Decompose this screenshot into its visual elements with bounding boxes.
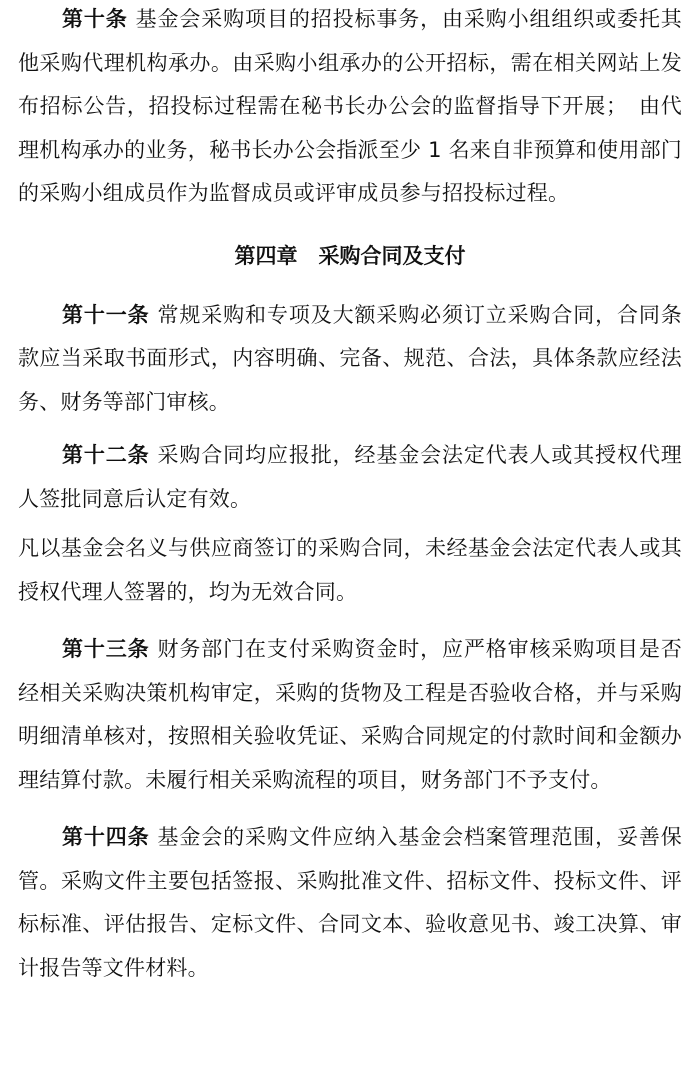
article-13-paragraph — [18, 628, 682, 802]
chapter-4-heading: 第四章 采购合同及支付 — [234, 243, 466, 268]
article-12-supplement-paragraph: 凡以基金会名义与供应商签订的采购合同，未经基金会法定代表人或其授权代理人签署的，均为无效合同。 — [18, 536, 682, 604]
article-10-text: 基金会采购项目的招投标事务，由采购小组组织或委托其他采购代理机构承办。由采购小组承办的公开招标，需在相关网站上发布招标公告，招投标过程需在秘书长办公会的监督指导下开展； 由代理机构承办的业务，秘书长办公会指派至少 1 名来自非预算和使用部门的采购小组成员作为监督成员或评审成员参与招投标过程。 — [18, 7, 683, 205]
article-10-paragraph — [18, 0, 682, 216]
article-13-number: 第十三条 — [62, 637, 150, 661]
article-12-text: 采购合同均应报批，经基金会法定代表人或其授权代理人签批同意后认定有效。 — [18, 443, 682, 511]
article-10-number: 第十条 — [62, 7, 128, 31]
article-11-paragraph — [18, 294, 682, 425]
article-11-number: 第十一条 — [62, 302, 150, 327]
article-14-number: 第十四条 — [62, 825, 150, 849]
article-14-paragraph — [18, 816, 682, 990]
article-13-text: 财务部门在支付采购资金时，应严格审核采购项目是否经相关采购决策机构审定，采购的货物及工程是否验收合格，并与采购明细清单核对，按照相关验收凭证、采购合同规定的付款时间和金额办理结算付款。未履行相关采购流程的项目，财务部门不予支付。 — [18, 637, 682, 792]
article-12-paragraph — [18, 434, 682, 521]
article-14-text: 基金会的采购文件应纳入基金会档案管理范围，妥善保管。采购文件主要包括签报、采购批准文件、招标文件、投标文件、评标标准、评估报告、定标文件、合同文本、验收意见书、竣工决算、审计报告等文件材料。 — [18, 825, 682, 980]
article-12-number: 第十二条 — [62, 443, 150, 467]
article-11-text: 常规采购和专项及大额采购必须订立采购合同，合同条款应当采取书面形式，内容明确、完备、规范、合法，具体条款应经法务、财务等部门审核。 — [18, 302, 682, 414]
